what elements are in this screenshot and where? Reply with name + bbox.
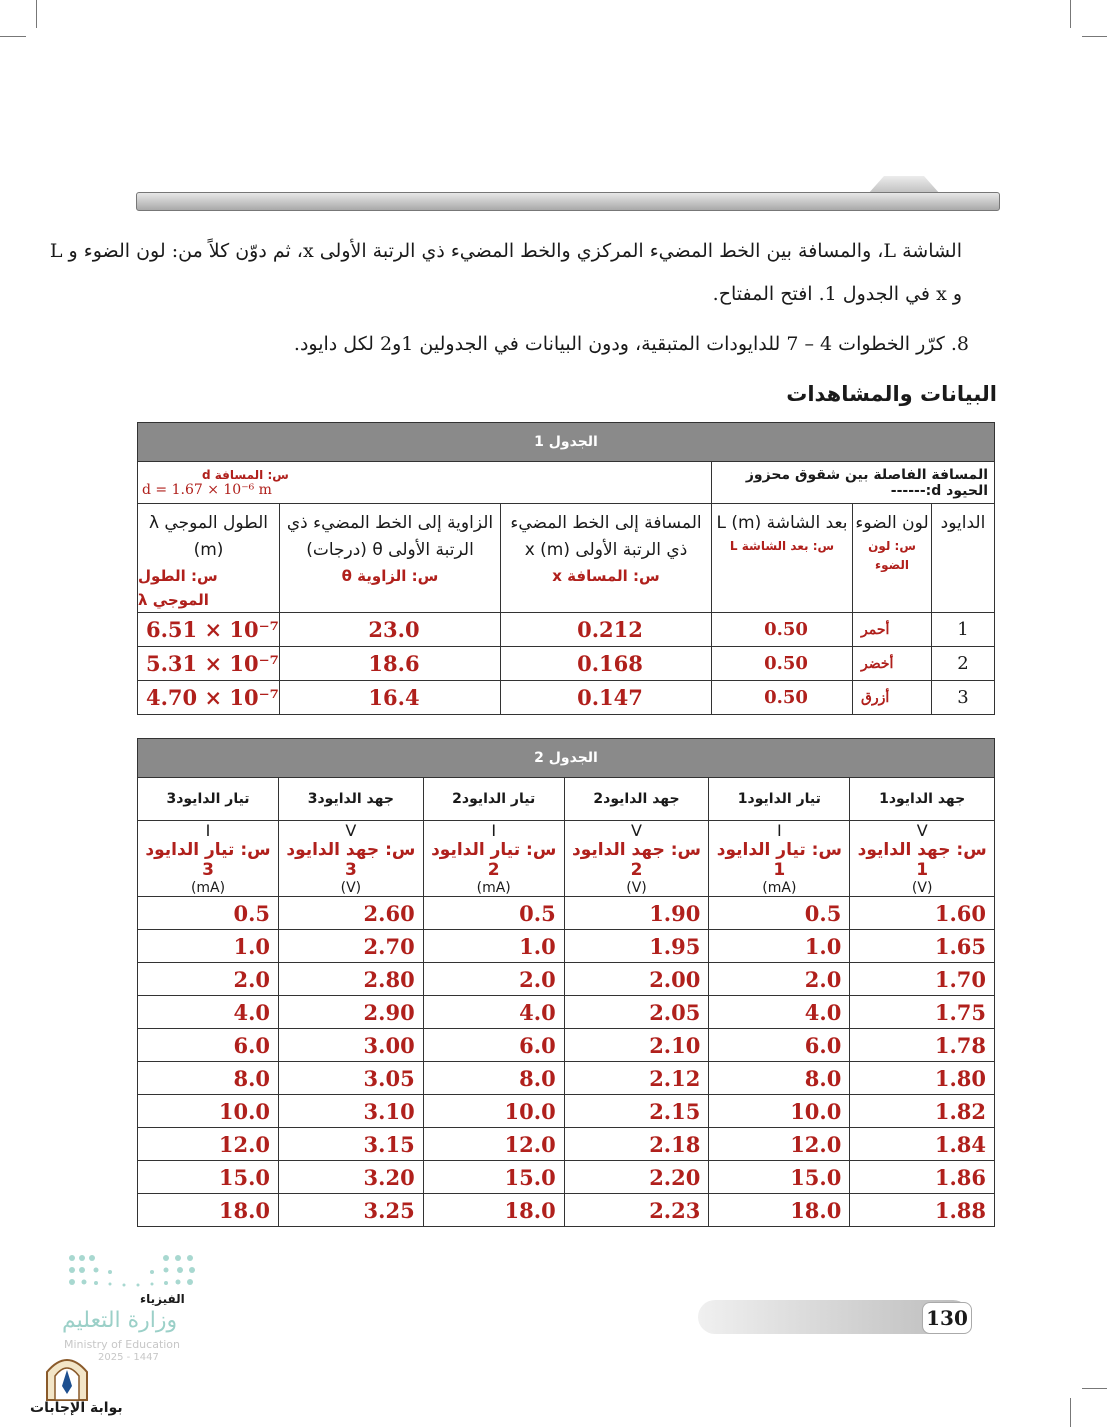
theta-value: 23.0 <box>280 613 501 647</box>
answer-label-theta: س: الزاوية θ <box>341 567 439 586</box>
table-cell: 2.80 <box>279 963 424 996</box>
table-cell: 0.5 <box>138 897 279 930</box>
table-cell: 1.90 <box>564 897 709 930</box>
table-cell: 6.0 <box>423 1029 564 1062</box>
table-cell: 10.0 <box>138 1095 279 1128</box>
table-1-title: الجدول 1 <box>138 423 995 462</box>
table-cell: 1.75 <box>850 996 995 1029</box>
table-2 <box>137 738 995 1227</box>
crop-mark <box>1070 0 1071 28</box>
diode-index: 2 <box>932 647 995 681</box>
table-cell: 3.00 <box>279 1029 424 1062</box>
table-cell: 1.0 <box>423 930 564 963</box>
table-cell: 3.05 <box>279 1062 424 1095</box>
table-2-body <box>138 897 995 1227</box>
paragraph-line-2: و x في الجدول 1. افتح المفتاح. <box>712 283 962 305</box>
section-title: البيانات والمشاهدات <box>786 382 997 406</box>
table-cell: 15.0 <box>709 1161 850 1194</box>
L-value: 0.50 <box>712 681 853 715</box>
table-cell: 2.05 <box>564 996 709 1029</box>
table-cell: 3.10 <box>279 1095 424 1128</box>
table-row <box>138 1194 995 1227</box>
table-cell: 4.0 <box>709 996 850 1029</box>
ministry-logo-icon <box>66 1252 200 1288</box>
diode-index: 3 <box>932 681 995 715</box>
unit: (V) <box>911 880 933 896</box>
header-v1: جهد الدايود1 <box>850 778 995 821</box>
header-theta <box>280 504 501 613</box>
unit-cell <box>138 821 279 897</box>
table-cell: 8.0 <box>709 1062 850 1095</box>
unit: (mA) <box>190 880 226 896</box>
table-cell: 12.0 <box>138 1128 279 1161</box>
unit-cell <box>850 821 995 897</box>
table-row <box>138 1029 995 1062</box>
units-row <box>138 821 995 897</box>
table-cell: 1.80 <box>850 1062 995 1095</box>
table-row <box>138 1095 995 1128</box>
header-L-text: بعد الشاشة L (m) <box>716 513 848 533</box>
header-L <box>712 504 853 613</box>
crop-mark <box>36 0 37 28</box>
table-cell: 2.0 <box>709 963 850 996</box>
table-cell: 8.0 <box>138 1062 279 1095</box>
answer-label-color: س: لون الضوء <box>868 539 916 573</box>
table-row <box>138 996 995 1029</box>
table-cell: 18.0 <box>423 1194 564 1227</box>
header-i1: تيار الدايود1 <box>709 778 850 821</box>
table-row <box>138 897 995 930</box>
table-row <box>138 681 995 715</box>
table-cell: 1.88 <box>850 1194 995 1227</box>
table-cell: 2.0 <box>423 963 564 996</box>
color-value: أخضر <box>853 647 932 681</box>
table-row <box>138 1161 995 1194</box>
x-value: 0.147 <box>501 681 712 715</box>
table-cell: 0.5 <box>709 897 850 930</box>
table-cell: 1.78 <box>850 1029 995 1062</box>
step-8: 8. كرّر الخطوات 4 – 7 للدايودات المتبقية، ودون البيانات في الجدولين 1و2 لكل دايود. <box>293 333 969 355</box>
table-row <box>138 930 995 963</box>
table-cell: 1.60 <box>850 897 995 930</box>
table-cell: 2.90 <box>279 996 424 1029</box>
page-number: 130 <box>922 1302 972 1334</box>
grating-distance-answer <box>138 462 712 504</box>
table-cell: 6.0 <box>709 1029 850 1062</box>
header-i3: تيار الدايود3 <box>138 778 279 821</box>
table-cell: 3.15 <box>279 1128 424 1161</box>
table-row <box>138 647 995 681</box>
table-cell: 2.20 <box>564 1161 709 1194</box>
table-cell: 1.82 <box>850 1095 995 1128</box>
table-cell: 6.0 <box>138 1029 279 1062</box>
header-diode: الدايود <box>932 504 995 613</box>
table-cell: 10.0 <box>423 1095 564 1128</box>
table-cell: 12.0 <box>709 1128 850 1161</box>
table-cell: 1.0 <box>709 930 850 963</box>
x-value: 0.168 <box>501 647 712 681</box>
table-cell: 2.00 <box>564 963 709 996</box>
unit: (mA) <box>476 880 511 896</box>
table-cell: 1.65 <box>850 930 995 963</box>
subject-label: الفيزياء <box>140 1292 185 1306</box>
header-x <box>501 504 712 613</box>
unit: (mA) <box>762 880 797 896</box>
unit: (V) <box>626 880 647 896</box>
header-x-text: المسافة إلى الخط المضيء ذي الرتبة الأولى x (m) <box>510 513 702 561</box>
answer-label: س: جهد الدايود 2 <box>572 840 702 880</box>
unit-cell <box>279 821 424 897</box>
header-i2: تيار الدايود2 <box>423 778 564 821</box>
table-cell: 18.0 <box>709 1194 850 1227</box>
table-cell: 4.0 <box>423 996 564 1029</box>
ministry-name-ar: وزارة التعليم <box>62 1308 178 1333</box>
lambda-value: 6.51 × 10⁻⁷ <box>138 613 280 647</box>
symbol: I <box>776 821 782 840</box>
crop-mark <box>0 36 26 37</box>
theta-value: 18.6 <box>280 647 501 681</box>
header-lambda-text: الطول الموجي λ (m) <box>148 513 269 561</box>
edition-year: 2025 - 1447 <box>98 1352 159 1363</box>
answer-label: س: جهد الدايود 1 <box>857 840 987 880</box>
table-cell: 4.0 <box>138 996 279 1029</box>
header-theta-text: الزاوية إلى الخط المضيء ذي الرتبة الأولى θ (درجات) <box>286 513 494 561</box>
x-value: 0.212 <box>501 613 712 647</box>
table-cell: 15.0 <box>138 1161 279 1194</box>
header-lambda <box>138 504 280 613</box>
symbol: V <box>631 821 642 840</box>
lambda-value: 4.70 × 10⁻⁷ <box>138 681 280 715</box>
color-value: أزرق <box>853 681 932 715</box>
unit-cell <box>564 821 709 897</box>
table-row <box>138 1128 995 1161</box>
answers-portal-logo-icon <box>42 1352 92 1402</box>
answers-portal-label: بوابة الإجابات <box>30 1400 123 1416</box>
L-value: 0.50 <box>712 647 853 681</box>
table-1 <box>137 422 995 715</box>
crop-mark <box>1070 1398 1071 1427</box>
table-cell: 18.0 <box>138 1194 279 1227</box>
table-cell: 10.0 <box>709 1095 850 1128</box>
d-value: d = 1.67 × 10⁻⁶ m <box>142 481 272 498</box>
paragraph-line-1: الشاشة L، والمسافة بين الخط المضيء المركزي والخط المضيء ذي الرتبة الأولى x، ثم دوّن كلاً من: لون الضوء و L <box>49 240 962 262</box>
crop-mark <box>1082 1388 1107 1389</box>
symbol: I <box>491 821 497 840</box>
answer-label: س: المسافة d <box>202 467 289 482</box>
answer-label: س: تيار الدايود 2 <box>431 840 557 880</box>
unit-cell <box>423 821 564 897</box>
table-cell: 12.0 <box>423 1128 564 1161</box>
lambda-value: 5.31 × 10⁻⁷ <box>138 647 280 681</box>
answer-label: س: تيار الدايود 3 <box>145 840 271 880</box>
header-bar <box>136 192 1000 211</box>
header-v2: جهد الدايود2 <box>564 778 709 821</box>
diode-index: 1 <box>932 613 995 647</box>
crop-mark <box>1082 36 1107 37</box>
table-cell: 15.0 <box>423 1161 564 1194</box>
grating-distance-label: المسافة الفاصلة بين شقوق محزوز الحيود d:------ <box>712 462 995 504</box>
theta-value: 16.4 <box>280 681 501 715</box>
symbol: I <box>205 821 211 840</box>
table-cell: 2.18 <box>564 1128 709 1161</box>
table-cell: 2.10 <box>564 1029 709 1062</box>
answer-label: س: جهد الدايود 3 <box>286 840 416 880</box>
unit-cell <box>709 821 850 897</box>
table-cell: 2.15 <box>564 1095 709 1128</box>
header-v3: جهد الدايود3 <box>279 778 424 821</box>
header-color-text: لون الضوء <box>855 513 929 533</box>
table-cell: 2.60 <box>279 897 424 930</box>
table-cell: 1.95 <box>564 930 709 963</box>
table-cell: 0.5 <box>423 897 564 930</box>
table-cell: 1.84 <box>850 1128 995 1161</box>
color-value: أحمر <box>853 613 932 647</box>
table-cell: 3.20 <box>279 1161 424 1194</box>
table-cell: 2.0 <box>138 963 279 996</box>
symbol: V <box>345 821 357 840</box>
symbol: V <box>916 821 928 840</box>
answer-label-lambda: س: الطول الموجي λ <box>138 567 218 610</box>
answer-label-L: س: بعد الشاشة L <box>729 539 835 554</box>
table-cell: 2.70 <box>279 930 424 963</box>
table-2-title: الجدول 2 <box>138 739 995 778</box>
table-row <box>138 963 995 996</box>
table-cell: 2.12 <box>564 1062 709 1095</box>
table-row <box>138 613 995 647</box>
header-color <box>853 504 932 613</box>
table-cell: 1.0 <box>138 930 279 963</box>
unit: (V) <box>340 880 362 896</box>
table-cell: 3.25 <box>279 1194 424 1227</box>
table-row <box>138 1062 995 1095</box>
ministry-name-en: Ministry of Education <box>64 1338 181 1351</box>
table-cell: 1.86 <box>850 1161 995 1194</box>
answer-label: س: تيار الدايود 1 <box>716 840 842 880</box>
table-cell: 2.23 <box>564 1194 709 1227</box>
table-cell: 8.0 <box>423 1062 564 1095</box>
table-cell: 1.70 <box>850 963 995 996</box>
answer-label-x: س: المسافة x <box>552 567 660 586</box>
L-value: 0.50 <box>712 613 853 647</box>
